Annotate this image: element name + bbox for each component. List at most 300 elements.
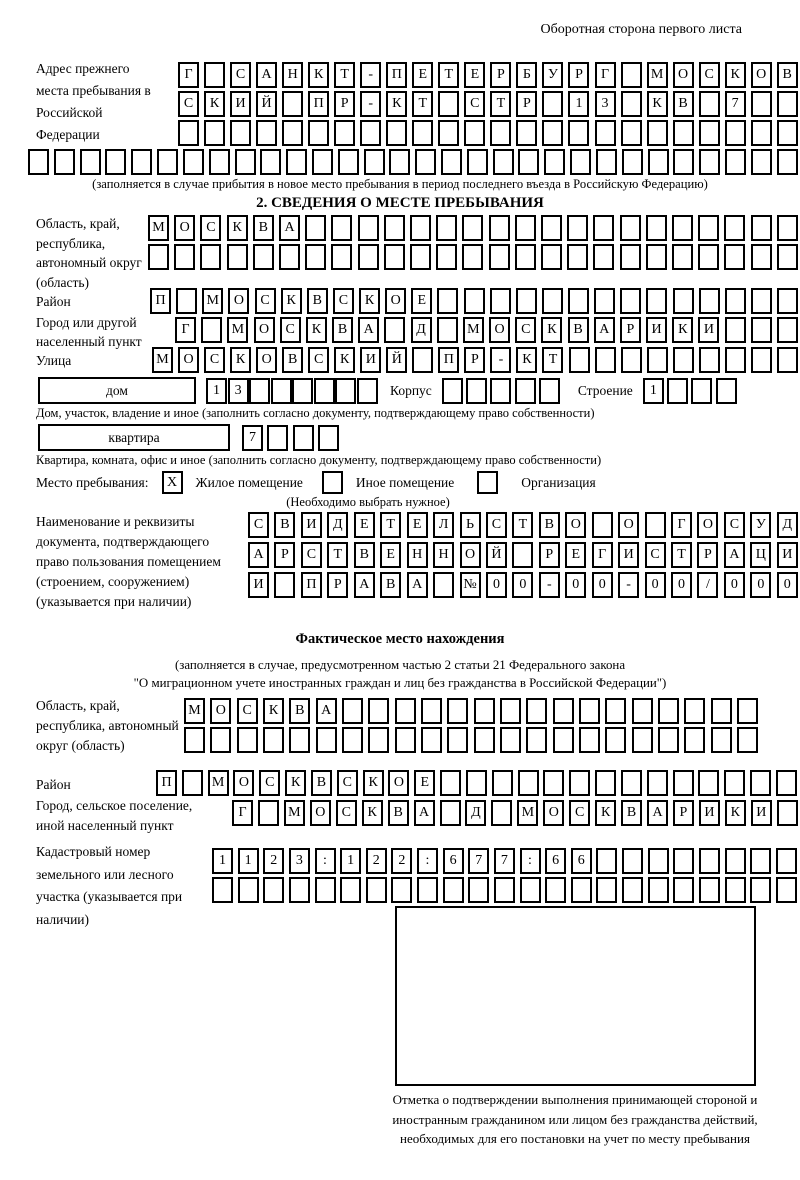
char-box: Т [412,91,433,117]
char-box [569,347,590,373]
char-box [201,317,222,343]
char-box [389,149,410,175]
char-box: 7 [494,848,515,874]
fact-rayon-label: Район [36,777,71,792]
char-box [725,848,746,874]
char-box [699,120,720,146]
char-box: В [253,215,274,241]
char-box [622,848,643,874]
char-box [520,877,541,903]
char-box [256,120,277,146]
char-box [543,770,564,796]
char-box [592,512,613,538]
char-box: Р [673,800,694,826]
char-box: - [618,572,639,598]
char-box [443,877,464,903]
char-box [516,288,537,314]
char-box [569,770,590,796]
char-box [544,149,565,175]
char-box: 0 [671,572,692,598]
char-box: В [332,317,353,343]
char-box [595,347,616,373]
char-box: С [237,698,258,724]
char-box [490,288,511,314]
char-box: И [301,512,322,538]
char-box [209,149,230,175]
korpus-label: Корпус [390,382,432,398]
char-box: И [699,800,720,826]
char-box [410,244,431,270]
char-box: Т [512,512,533,538]
char-box [545,877,566,903]
char-box: М [284,800,305,826]
char-box [492,770,513,796]
char-box: И [751,800,772,826]
dom-cells [206,378,378,404]
char-box: Е [464,62,485,88]
char-box: И [248,572,269,598]
char-box [622,877,643,903]
char-box [620,244,641,270]
dom-box: дом [38,377,196,404]
char-box: : [520,848,541,874]
char-box [725,347,746,373]
char-box: О [174,215,195,241]
char-box: С [200,215,221,241]
char-box [462,215,483,241]
char-box: О [543,800,564,826]
char-box: : [315,848,336,874]
char-box [442,378,463,404]
char-box [282,91,303,117]
char-box [415,149,436,175]
char-box [464,120,485,146]
char-box: Е [414,770,435,796]
char-box [725,317,746,343]
char-box [467,149,488,175]
char-box [360,120,381,146]
ulitsa-row [152,347,798,373]
char-box [340,877,361,903]
char-box: П [301,572,322,598]
char-box [421,698,442,724]
char-box: М [647,62,668,88]
char-box: 2 [263,848,284,874]
char-box: 0 [565,572,586,598]
char-box [673,149,694,175]
char-box: 6 [545,848,566,874]
char-box [515,244,536,270]
char-box [737,727,758,753]
char-box: О [210,698,231,724]
char-box [716,378,737,404]
char-box [200,244,221,270]
char-box [593,215,614,241]
char-box [512,542,533,568]
char-box [647,120,668,146]
char-box [596,149,617,175]
char-box [632,727,653,753]
char-box: С [255,288,276,314]
char-box [474,698,495,724]
char-box [436,215,457,241]
char-box: О [618,512,639,538]
char-box [632,698,653,724]
char-box: Р [539,542,560,568]
char-box [684,698,705,724]
char-box: К [204,91,225,117]
fact-oblast-label: Область, край, республика, автономный округ (область) [36,698,179,753]
oblast-row-1 [148,215,798,241]
char-box [305,244,326,270]
char-box [358,215,379,241]
char-box: К [541,317,562,343]
char-box [596,877,617,903]
char-box: 0 [777,572,798,598]
char-box: 3 [595,91,616,117]
char-box: К [386,91,407,117]
fact-gorod-row [232,800,798,826]
char-box: Ц [750,542,771,568]
char-box: О [751,62,772,88]
char-box: Р [464,347,485,373]
char-box [395,727,416,753]
char-box [263,727,284,753]
char-box: К [362,800,383,826]
section2-title: 2. СВЕДЕНИЯ О МЕСТЕ ПРЕБЫВАНИЯ [256,195,544,211]
char-box [673,288,694,314]
char-box [645,512,666,538]
char-box: В [673,91,694,117]
char-box [364,149,385,175]
char-box: В [307,288,328,314]
char-box: Т [542,347,563,373]
char-box: И [646,317,667,343]
fact-rayon-row [156,770,797,796]
char-box [491,800,512,826]
char-box [447,727,468,753]
char-box [673,877,694,903]
char-box: К [363,770,384,796]
char-box: Г [175,317,196,343]
char-box [447,698,468,724]
char-box: 1 [212,848,233,874]
char-box: О [178,347,199,373]
char-box [526,727,547,753]
char-box: Т [327,542,348,568]
char-box [384,215,405,241]
char-box: К [281,288,302,314]
char-box: 3 [228,378,249,404]
char-box [289,727,310,753]
char-box [204,62,225,88]
char-box [751,288,772,314]
char-box [490,120,511,146]
char-box: И [618,542,639,568]
char-box: М [184,698,205,724]
char-box [253,244,274,270]
char-box: М [148,215,169,241]
char-box [777,317,798,343]
char-box: Н [407,542,428,568]
char-box: К [647,91,668,117]
stamp-box [395,906,756,1086]
char-box [751,149,772,175]
char-box: О [254,317,275,343]
char-box [777,288,798,314]
char-box [658,727,679,753]
char-box: Р [274,542,295,568]
char-box [462,244,483,270]
char-box [410,215,431,241]
char-box [646,244,667,270]
char-box: 2 [366,848,387,874]
char-box: С [230,62,251,88]
char-box: С [645,542,666,568]
char-box [421,727,442,753]
char-box [541,215,562,241]
kvartira-caption: Квартира, комната, офис и иное (заполнить согласно документу, подтверждающему право собственности) [36,453,602,467]
char-box: О [673,62,694,88]
char-box: О [385,288,406,314]
char-box: Т [334,62,355,88]
char-box [249,378,270,404]
char-box [335,378,356,404]
char-box [751,120,772,146]
char-box [724,770,745,796]
char-box [305,215,326,241]
char-box [750,848,771,874]
char-box: П [150,288,171,314]
char-box [699,288,720,314]
char-box [515,378,536,404]
char-box [368,698,389,724]
char-box [699,877,720,903]
char-box: Е [380,542,401,568]
char-box: Н [282,62,303,88]
char-box [342,698,363,724]
char-box [176,288,197,314]
zhiloe-checkbox: X [162,471,183,494]
char-box [518,770,539,796]
char-box: 1 [643,378,664,404]
char-box: Т [380,512,401,538]
char-box: - [539,572,560,598]
char-box: П [438,347,459,373]
char-box: С [248,512,269,538]
fact-gorod-label: Город, сельское поселение, иной населенный пункт [36,798,193,833]
char-box [358,244,379,270]
char-box [500,698,521,724]
char-box [178,120,199,146]
char-box [182,770,203,796]
char-box: 0 [750,572,771,598]
char-box [553,698,574,724]
mesto-note: (Необходимо выбрать нужное) [286,495,450,509]
char-box [699,91,720,117]
document-label: Наименование и реквизиты документа, подтверждающего право пользования помещением (строением, сооружением) (указывается при наличии) [36,514,221,609]
char-box: 3 [289,848,310,874]
char-box: В [282,347,303,373]
char-box [673,120,694,146]
char-box: 1 [568,91,589,117]
char-box: 7 [242,425,263,451]
char-box [489,215,510,241]
mesto-label: Место пребывания: [36,474,149,490]
char-box: П [156,770,177,796]
char-box: К [230,347,251,373]
char-box: 0 [592,572,613,598]
char-box: О [697,512,718,538]
char-box: С [337,770,358,796]
char-box [621,120,642,146]
char-box [667,378,688,404]
char-box [725,120,746,146]
oblast-row-2 [148,244,798,270]
char-box [542,288,563,314]
char-box [440,800,461,826]
char-box: И [360,347,381,373]
gorod-row [175,317,798,343]
char-box [28,149,49,175]
char-box: В [311,770,332,796]
char-box [621,770,642,796]
char-box [648,149,669,175]
char-box: Н [433,542,454,568]
char-box: П [308,91,329,117]
char-box: Р [697,542,718,568]
char-box [724,215,745,241]
char-box [490,378,511,404]
char-box [105,149,126,175]
char-box [621,347,642,373]
rayon-label: Район [36,294,71,309]
char-box: 0 [724,572,745,598]
char-box [777,347,798,373]
char-box: - [360,62,381,88]
char-box [751,317,772,343]
char-box [286,149,307,175]
char-box [777,91,798,117]
char-box [553,727,574,753]
char-box: Е [407,512,428,538]
gorod-label: Город или другой населенный пункт [36,315,142,349]
korpus-cells [442,378,560,404]
char-box [605,698,626,724]
char-box [466,378,487,404]
char-box [148,244,169,270]
char-box: Р [327,572,348,598]
char-box [595,770,616,796]
dom-caption: Дом, участок, владение и иное (заполнить согласно документу, подтверждающему право собственности) [36,406,595,420]
char-box: К [306,317,327,343]
char-box: М [463,317,484,343]
char-box [542,120,563,146]
kadastr-label: Кадастровый номер земельного или лесного участка (указывается при наличии) [36,844,183,927]
char-box [776,770,797,796]
footer-caption: Отметка о подтверждении выполнения принимающей стороной и иностранным гражданином или лицом без гражданства действий, необходимых для его постановки на учет по месту пребывания [392,1092,758,1146]
char-box: П [386,62,407,88]
stroenie-cells [643,378,737,404]
char-box: Г [592,542,613,568]
char-box [594,288,615,314]
char-box [412,120,433,146]
char-box [684,727,705,753]
char-box [750,877,771,903]
char-box [384,244,405,270]
char-box [777,149,798,175]
char-box [672,244,693,270]
char-box [698,215,719,241]
char-box: Е [411,288,432,314]
char-box [646,215,667,241]
char-box: Т [671,542,692,568]
char-box: В [274,512,295,538]
char-box [412,347,433,373]
char-box [777,215,798,241]
char-box [568,288,589,314]
char-box [368,727,389,753]
char-box: К [359,288,380,314]
char-box [391,877,412,903]
char-box [648,848,669,874]
char-box [673,848,694,874]
char-box [673,347,694,373]
char-box [777,800,798,826]
char-box [500,727,521,753]
char-box [263,877,284,903]
char-box [515,215,536,241]
organizaciya-checkbox [477,471,498,494]
char-box [777,244,798,270]
char-box [595,120,616,146]
char-box [315,877,336,903]
char-box [260,149,281,175]
char-box [776,877,797,903]
char-box: И [777,542,798,568]
char-box [289,877,310,903]
document-row-2 [248,542,798,568]
char-box [724,244,745,270]
prev-address-note: (заполняется в случае прибытия в новое место пребывания в период последнего въезда в Российскую Федерацию) [92,177,708,191]
char-box [436,244,457,270]
kadastr-row-1 [212,848,797,874]
char-box [605,727,626,753]
char-box: А [256,62,277,88]
char-box: А [647,800,668,826]
char-box [699,347,720,373]
char-box [579,727,600,753]
char-box: С [280,317,301,343]
char-box: И [230,91,251,117]
inoe-checkbox [322,471,343,494]
char-box [279,244,300,270]
char-box: 0 [486,572,507,598]
char-box [440,770,461,796]
char-box [466,770,487,796]
char-box: В [621,800,642,826]
char-box: С [724,512,745,538]
char-box [647,770,668,796]
char-box: О [460,542,481,568]
prev-address-row-2 [178,91,798,117]
char-box: С [464,91,485,117]
char-box [292,378,313,404]
fact-note-2: "О миграционном учете иностранных граждан и лиц без гражданства в Российской Федерации") [133,676,667,690]
char-box: У [542,62,563,88]
char-box: К [227,215,248,241]
char-box: Г [595,62,616,88]
